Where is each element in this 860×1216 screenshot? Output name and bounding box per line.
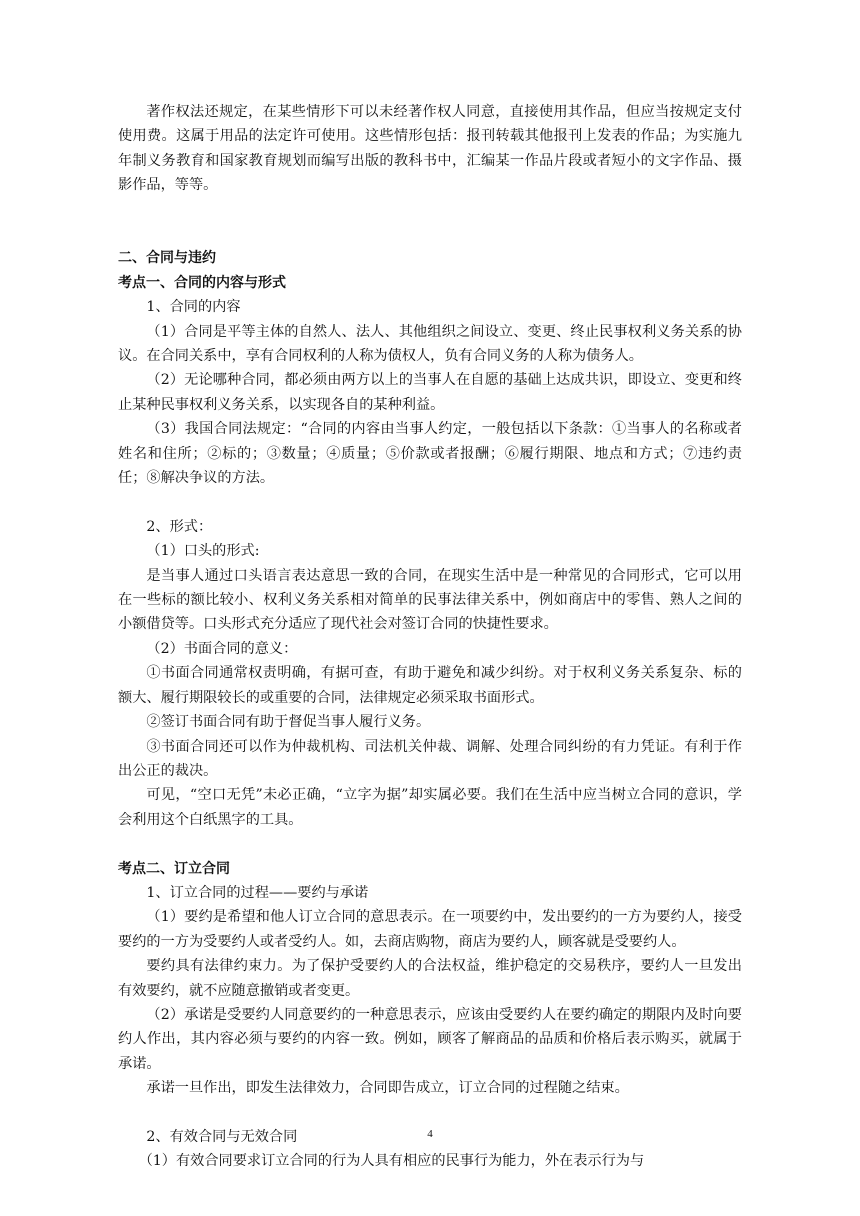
kp1-subheading-form: 2、形式： [146, 518, 213, 535]
oral-form-title: （1）口头的形式: [146, 543, 260, 560]
kp1-paragraph-2: （2）无论哪种合同，都必须由两方以上的当事人在自愿的基础上达成共识，即设立、变更和终止某种民事权利义务关系，以实现各自的某种利益。 [118, 372, 742, 413]
spacer [118, 222, 742, 246]
kp2-paragraph-1: （1）要约是希望和他人订立合同的意思表示。在一项要约中，发出要约的一方为要约人，接受要约的一方为受要约人或者受约人。如，去商店购物，商店为要约人，顾客就是受要约人。 [118, 909, 742, 950]
kp2-subheading-validity: 2、有效合同与无效合同 [146, 1128, 298, 1145]
written-form-title: （2）书面合同的意义： [146, 640, 298, 657]
kp2-paragraph-3: （2）承诺是受要约人同意要约的一种意思表示，应该由受要约人在要约确定的期限内及时向要约人作出，其内容必须与要约的内容一致。例如，顾客了解商品的品质和价格后表示购买，就属于承诺。 [118, 1006, 742, 1072]
section-heading: 二、合同与违约 [118, 250, 216, 267]
kp2-paragraph-2: 要约具有法律约束力。为了保护受要约人的合法权益，维护稳定的交易秩序，要约人一旦发出有效要约，就不应随意撤销或者变更。 [118, 958, 742, 999]
kp1-heading: 考点一、合同的内容与形式 [118, 274, 286, 291]
written-form-point-1: ①书面合同通常权责明确，有据可查，有助于避免和减少纠纷。对于权利义务关系复杂、标的额大、履行期限较长的或重要的合同，法律规定必须采取书面形式。 [118, 665, 742, 706]
kp1-paragraph-1: （1）合同是平等主体的自然人、法人、其他组织之间设立、变更、终止民事权利义务关系的协议。在合同关系中，享有合同权利的人称为债权人，负有合同义务的人称为债务人。 [118, 323, 742, 365]
kp1-paragraph-3: （3）我国合同法规定：“合同的内容由当事人约定，一般包括以下条款：①当事人的名称或者姓名和住所；②标的；③数量；④质量；⑤价款或者报酬；⑥履行期限、地点和方式；⑦违约责任；⑧解决争议的方法。 [118, 421, 742, 487]
kp1-subheading-content: 1、合同的内容 [146, 299, 241, 316]
spacer [118, 832, 742, 856]
spacer [118, 198, 742, 222]
page-number: 4 [427, 1128, 433, 1140]
kp2-heading: 考点二、订立合同 [118, 860, 230, 877]
intro-paragraph: 著作权法还规定，在某些情形下可以未经著作权人同意，直接使用其作品，但应当按规定支付使用费。这属于用品的法定许可使用。这些情形包括：报刊转载其他报刊上发表的作品；为实施九年制义务教育和国家教育规划而编写出版的教科书中，汇编某一作品片段或者短小的文字作品、摄影作品，等等。 [118, 104, 742, 194]
page-body [118, 100, 742, 1174]
oral-form-body: 是当事人通过口头语言表达意思一致的合同，在现实生活中是一种常见的合同形式，它可以用在一些标的额比较小、权利义务关系相对简单的民事法律关系中，例如商店中的零售、熟人之间的小额借贷等。口头形式充分适应了现代社会对签订合同的快捷性要求。 [118, 567, 742, 633]
written-form-point-2: ②签订书面合同有助于督促当事人履行义务。 [146, 714, 431, 731]
spacer [118, 490, 742, 514]
kp2-subheading-process: 1、订立合同的过程——要约与承诺 [146, 884, 369, 901]
spacer [118, 1101, 742, 1125]
kp1-conclusion: 可见，“空口无凭”未必正确，“立字为据”却实属必要。我们在生活中应当树立合同的意识，学会利用这个白纸黑字的工具。 [118, 787, 742, 828]
written-form-point-3: ③书面合同还可以作为仲裁机构、司法机关仲裁、调解、处理合同纠纷的有力凭证。有利于作出公正的裁决。 [118, 738, 742, 779]
kp2-paragraph-5: （1）有效合同要求订立合同的行为人具有相应的民事行为能力，外在表示行为与 [138, 1153, 645, 1170]
kp2-paragraph-4: 承诺一旦作出，即发生法律效力，合同即告成立，订立合同的过程随之结束。 [146, 1080, 629, 1097]
